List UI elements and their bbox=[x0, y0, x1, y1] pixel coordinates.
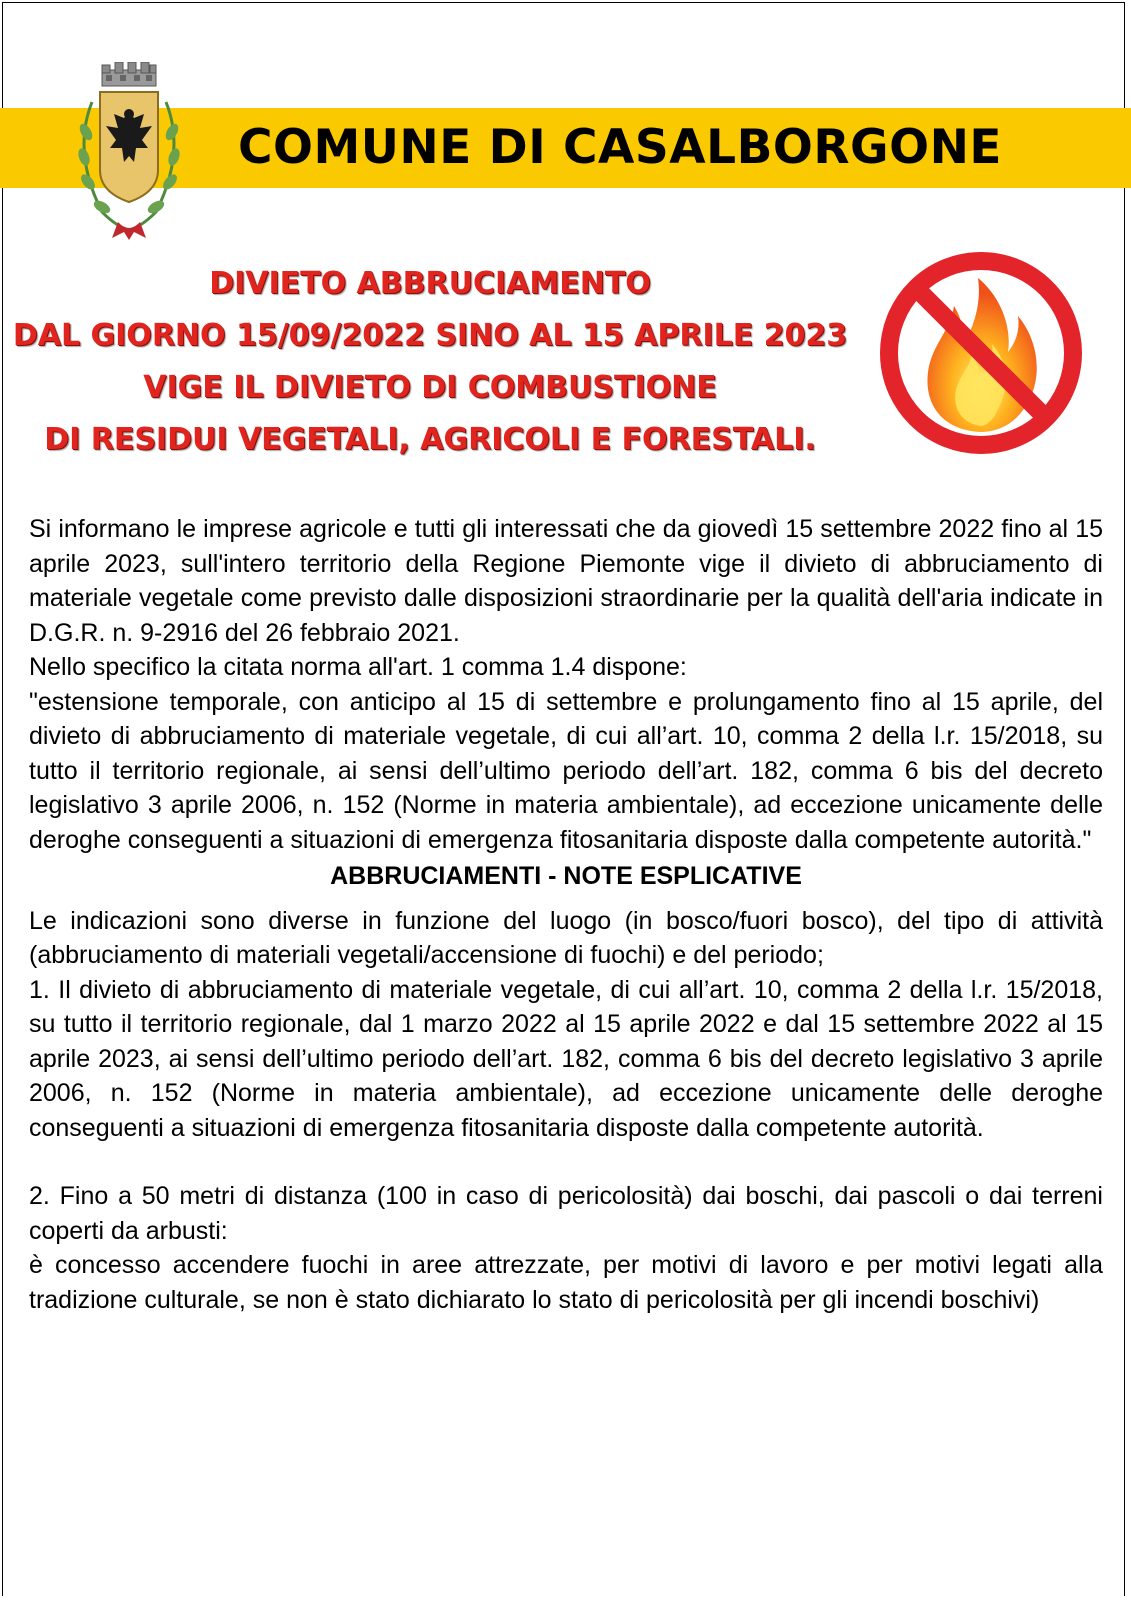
no-fire-icon bbox=[872, 244, 1090, 462]
notes-intro-paragraph: Le indicazioni sono diverse in funzione del luogo (in bosco/fuori bosco), del tipo di attività (abbruciamento di materiali vegetali/accensione di fuochi) e del periodo; bbox=[29, 906, 1103, 969]
quote-paragraph: "estensione temporale, con anticipo al 15 di settembre e prolungamento fino al 15 aprile, del divieto di abbruciamento di materiale vegetale, di cui all’art. 10, comma 2 della l.r. 15/2018, su tutto il territorio regionale, ai sensi dell’ultimo periodo dell’art. 182, comma 6 bis del decreto legislativo 3 aprile 2006, n. 152 (Norme in materia ambientale), ad eccezione unicamente delle deroghe conseguenti a situazioni di emergenza fitosanitaria disposte dalla competente autorità." bbox=[29, 687, 1103, 854]
paragraph-gap bbox=[29, 1145, 1103, 1179]
point-2-detail-paragraph: è concesso accendere fuochi in aree attrezzate, per motivi di lavoro e per motivi legati alla tradizione culturale, se non è stato dichiarato lo stato di pericolosità per gli incendi boschivi) bbox=[29, 1251, 1103, 1314]
headline-line-1: DIVIETO ABBRUCIAMENTO bbox=[209, 266, 651, 301]
norma-paragraph: Nello specifico la citata norma all'art. 1 comma 1.4 dispone: bbox=[29, 653, 687, 681]
headline-line-2: DAL GIORNO 15/09/2022 SINO AL 15 APRILE 2023 bbox=[12, 318, 848, 353]
page-title: COMUNE DI CASALBORGONE bbox=[238, 120, 1003, 175]
notice-body bbox=[29, 512, 1103, 1317]
headline-line-3: VIGE IL DIVIETO DI COMBUSTIONE bbox=[143, 370, 717, 405]
section-title: ABBRUCIAMENTI - NOTE ESPLICATIVE bbox=[330, 862, 802, 890]
headline-line-4: DI RESIDUI VEGETALI, AGRICOLI E FORESTALI. bbox=[44, 422, 816, 457]
point-1-paragraph: 1. Il divieto di abbruciamento di materiale vegetale, di cui all’art. 10, comma 2 della l.r. 15/2018, su tutto il territorio regionale, dal 1 marzo 2022 al 15 aprile 2022 e dal 15 settembre 2022 al 15 aprile 2023, ai sensi dell’ultimo periodo dell’art. 182, comma 6 bis del decreto legislativo 3 aprile 2006, n. 152 (Norme in materia ambientale), ad eccezione unicamente delle deroghe conseguenti a situazioni di emergenza fitosanitaria disposte dalla competente autorità. bbox=[29, 975, 1103, 1142]
point-2-paragraph: 2. Fino a 50 metri di distanza (100 in caso di pericolosità) dai boschi, dai pascoli o dai terreni coperti da arbusti: bbox=[29, 1182, 1103, 1245]
ban-headline bbox=[0, 258, 860, 466]
intro-paragraph: Si informano le imprese agricole e tutti gli interessati che da giovedì 15 settembre 2022 fino al 15 aprile 2023, sull'intero territorio della Regione Piemonte vige il divieto di abbruciamento di materiale vegetale come previsto dalle disposizioni straordinarie per la qualità dell'aria indicate in D.G.R. n. 9-2916 del 26 febbraio 2021. bbox=[29, 515, 1103, 647]
coat-of-arms-icon bbox=[62, 62, 196, 242]
